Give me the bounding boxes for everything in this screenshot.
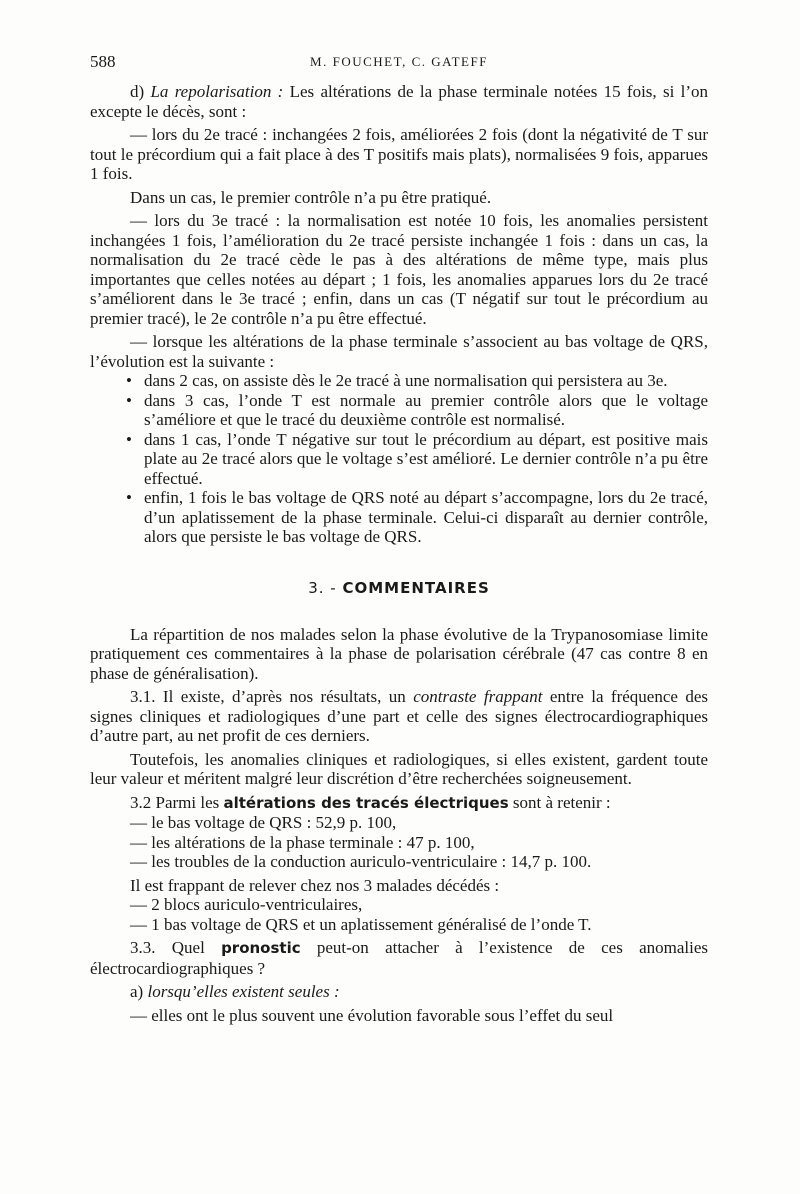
bullet-icon: •: [126, 429, 132, 449]
paragraph-repartition: La répartition de nos malades selon la phase évolutive de la Trypanosomiase limite pratiquement ces commentaires à la phase de polarisation cérébrale (47 cas contre 8 en phase de généralisation).: [90, 624, 708, 683]
paragraph-deceased: Il est frappant de relever chez nos 3 malades décédés :: [130, 875, 500, 895]
list-item: • dans 2 cas, on assiste dès le 2e tracé à une normalisation qui persistera au 3e.: [126, 371, 668, 390]
list-item: — les altérations de la phase terminale : 47 p. 100,: [130, 832, 475, 852]
page-header: [90, 52, 708, 82]
list-item: — les troubles de la conduction auriculo-ventriculaire : 14,7 p. 100.: [130, 852, 592, 871]
page: [90, 52, 708, 1025]
bullet-list: [122, 371, 708, 547]
paragraph-second-trace: — lors du 2e tracé : inchangées 2 fois, améliorées 2 fois (dont la négativité de T sur tout le précordium qui a fait place à des T positifs mais plats), normalisées 9 fois, apparues 1 fois.: [90, 125, 708, 183]
list-item: • enfin, 1 fois le bas voltage de QRS noté au départ s’accompagne, lors du 2e tracé, d’un aplatissement de la phase terminale. Celui-ci disparaît au dernier contrôle, alors que persiste le bas voltage de QRS.: [126, 488, 708, 546]
paragraph-low-voltage: — lorsque les altérations de la phase terminale s’associent au bas voltage de QRS, l’évolution est la suivante :: [90, 332, 708, 371]
paragraph-evolution: — elles ont le plus souvent une évolution favorable sous l’effet du seul: [130, 1005, 614, 1025]
item-label: d): [130, 82, 151, 101]
bullet-icon: •: [126, 390, 132, 410]
paragraph-seules: a) lorsqu’elles existent seules :: [130, 982, 340, 1001]
list-item: — 1 bas voltage de QRS et un aplatissement généralisé de l’onde T.: [130, 914, 592, 934]
list-item: • dans 3 cas, l’onde T est normale au premier contrôle alors que le voltage s’améliore et que le tracé du deuxième contrôle est normalisé.: [126, 390, 708, 429]
paragraph-one-case: Dans un cas, le premier contrôle n’a pu être pratiqué.: [130, 187, 492, 207]
paragraph-toutefois: Toutefois, les anomalies cliniques et radiologiques, si elles existent, gardent toute leur valeur et méritent malgré leur discrétion d’être recherchées soigneusement.: [90, 749, 708, 788]
bullet-icon: •: [126, 371, 132, 390]
running-title: M. FOUCHET, C. GATEFF: [310, 54, 488, 69]
paragraph-3-3: 3.3. Quel pronostic peut-on attacher à l’existence de ces anomalies électrocardiographiques ?: [90, 938, 708, 978]
paragraph-3-1: 3.1. Il existe, d’après nos résultats, un contraste frappant entre la fréquence des signes cliniques et radiologiques d’une part et celle des signes électrocardiographiques d’autre part, au net profit de ces derniers.: [90, 687, 708, 745]
paragraph-3-2: 3.2 Parmi les altérations des tracés électriques sont à retenir :: [130, 792, 611, 812]
list-item: — 2 blocs auriculo-ventriculaires,: [130, 895, 363, 914]
bullet-icon: •: [126, 488, 132, 507]
paragraph-repolarisation: [90, 82, 708, 121]
paragraph-third-trace: — lors du 3e tracé : la normalisation est notée 10 fois, les anomalies persistent inchangées 1 fois, l’amélioration du 2e tracé persiste inchangée 1 fois : dans un cas, la normalisation du 2e tracé cède le pas à des altérations de même type, mais plus importantes que celles notées au départ ; 1 fois, les anomalies apparues lors du 2e tracé s’améliorent dans le 3e tracé ; enfin, dans un cas (T négatif sur tout le précordium au premier tracé), le 2e contrôle n’a pu être effectué.: [90, 211, 708, 328]
section-heading: 3. - COMMENTAIRES: [308, 578, 490, 597]
page-number: 588: [90, 52, 116, 71]
item-title: La repolarisation :: [150, 82, 284, 101]
list-item: • dans 1 cas, l’onde T négative sur tout le précordium au départ, est positive mais plate au 2e tracé alors que le voltage s’est amélioré. Le dernier contrôle n’a pu être effectué.: [126, 429, 708, 488]
item-text: Les altérations de la phase terminale notées 15 fois, si l’on excepte le décès, sont :: [90, 82, 708, 121]
list-item: — le bas voltage de QRS : 52,9 p. 100,: [130, 813, 397, 832]
